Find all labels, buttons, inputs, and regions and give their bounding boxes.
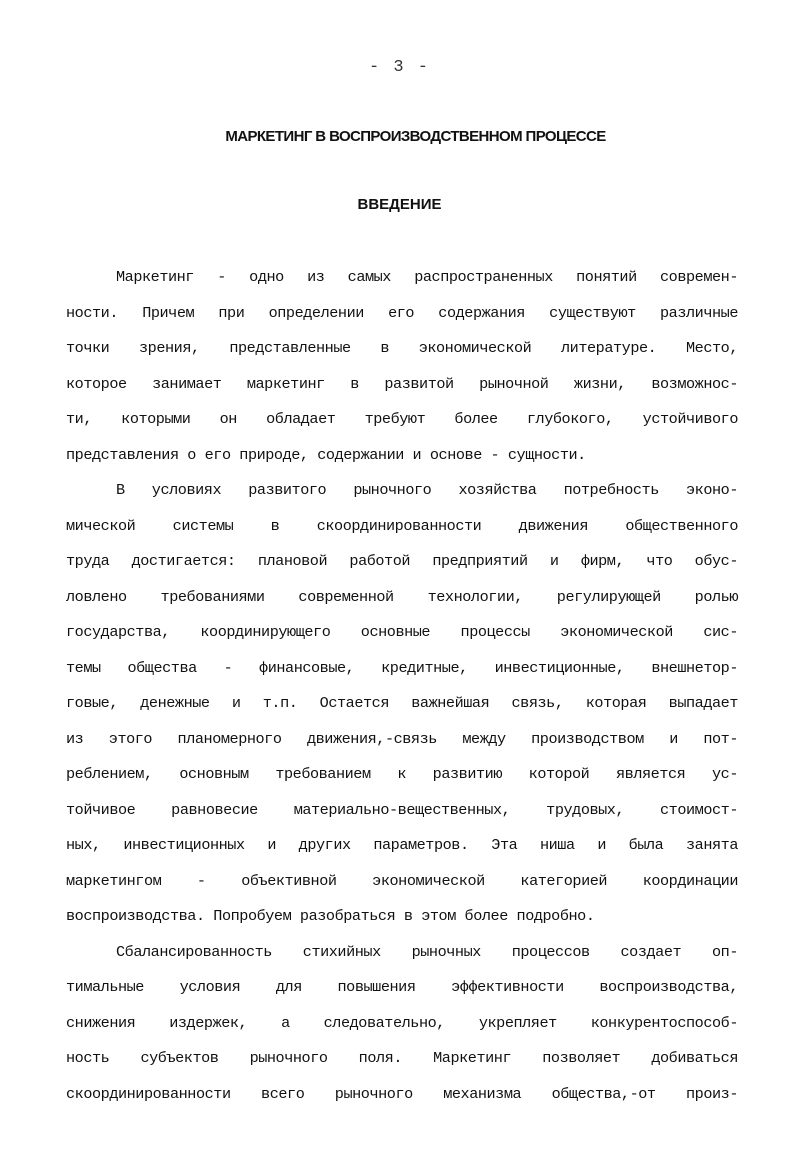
text-line: из этого планомерного движения,-связь между производством и пот- [66, 729, 738, 748]
page-number: - 3 - [368, 58, 430, 77]
text-line: темы общества - финансовые, кредитные, инвестиционные, внешнетор- [66, 658, 738, 677]
text-line: Маркетинг - одно из самых распространенных понятий современ- [116, 268, 738, 286]
section-heading: ВВЕДЕНИЕ [357, 196, 442, 213]
text-line: Сбалансированность стихийных рыночных процессов создает оп- [116, 942, 738, 961]
text-line: точки зрения, представленные в экономической литературе. Место, [66, 339, 738, 357]
text-line: тойчивое равновесие материально-вещественных, трудовых, стоимост- [66, 800, 738, 819]
text-line: государства, координирующего основные процессы экономической сис- [66, 623, 738, 641]
text-line: ти, которыми он обладает требуют более глубокого, устойчивого [66, 410, 738, 428]
text-line: труда достигается: плановой работой предприятий и фирм, что обус- [66, 552, 738, 570]
text-line: ности. Причем при определении его содержания существуют различные [66, 303, 738, 322]
text-line: ных, инвестиционных и других параметров. Эта ниша и была занята [66, 836, 738, 854]
text-line: которое занимает маркетинг в развитой рыночной жизни, возможнос- [66, 374, 738, 393]
text-line: ность субъектов рыночного поля. Маркетинг позволяет добиваться [66, 1049, 738, 1067]
text-line: ловлено требованиями современной технологии, регулирующей ролью [66, 587, 738, 606]
text-line: говые, денежные и т.п. Остается важнейшая связь, которая выпадает [66, 694, 738, 712]
text-line: В условиях развитого рыночного хозяйства потребность эконо- [116, 481, 738, 499]
text-line: представления о его природе, содержании и основе - сущности. [66, 445, 586, 464]
text-line: маркетингом - объективной экономической категорией координации [66, 871, 738, 890]
text-line: мической системы в скоординированности движения общественного [66, 516, 738, 535]
text-line: скоординированности всего рыночного механизма общества,-от произ- [66, 1084, 738, 1103]
text-line: воспроизводства. Попробуем разобраться в этом более подробно. [66, 907, 595, 925]
text-line: снижения издержек, а следовательно, укрепляет конкурентоспособ- [66, 1013, 738, 1032]
document-title: МАРКЕТИНГ В ВОСПРОИЗВОДСТВЕННОМ ПРОЦЕССЕ [225, 128, 606, 145]
body-text [66, 260, 738, 1112]
text-line: тимальные условия для повышения эффективности воспроизводства, [66, 978, 738, 996]
text-line: реблением, основным требованием к развитию которой является ус- [66, 765, 738, 783]
